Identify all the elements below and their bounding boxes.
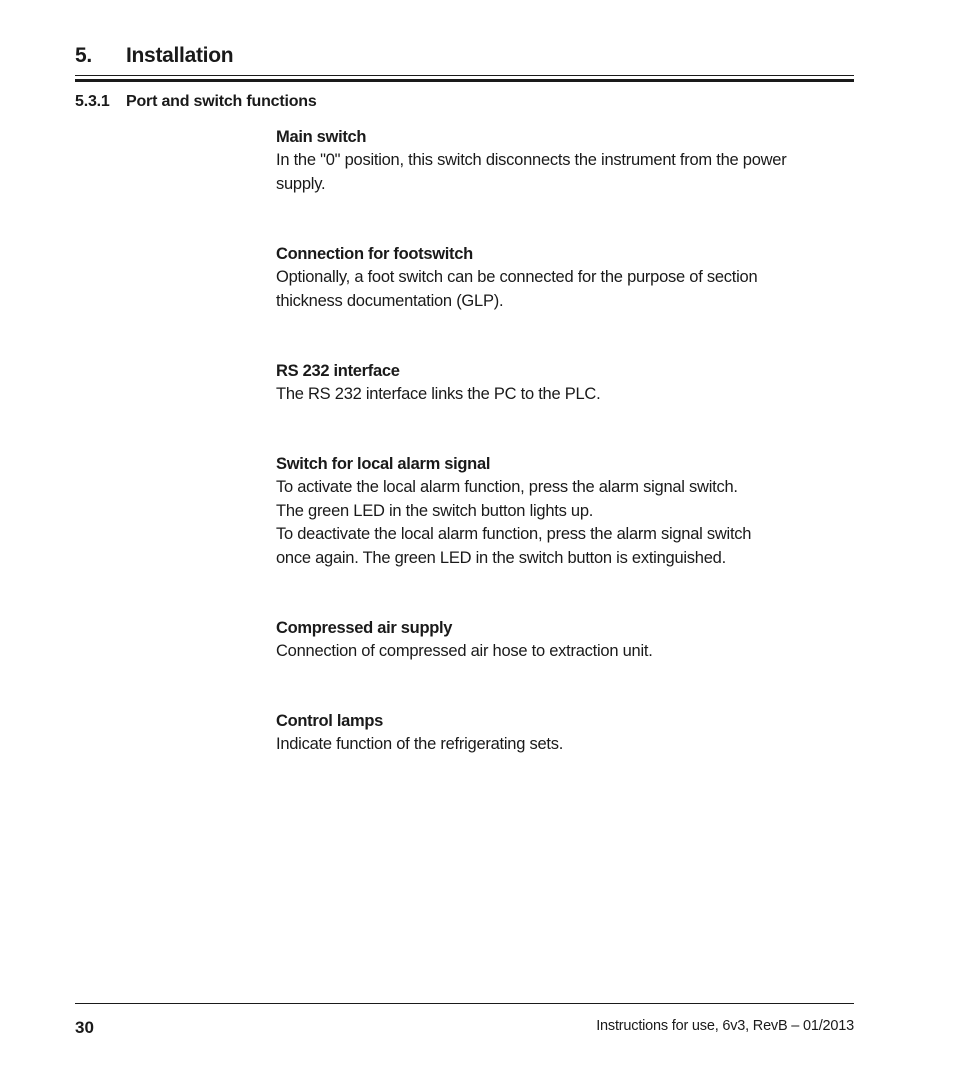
entry-text-line: Optionally, a foot switch can be connected for the purpose of section	[276, 268, 758, 286]
entry-text-line: The green LED in the switch button lights up.	[276, 501, 594, 520]
entry-footswitch	[276, 243, 856, 313]
footer-document-info: Instructions for use, 6v3, RevB – 01/2013	[596, 1018, 854, 1034]
footer-rule	[75, 1003, 854, 1004]
entry-control-lamps	[276, 710, 856, 757]
entry-compressed-air	[276, 617, 856, 664]
entry-heading: Main switch	[276, 128, 367, 146]
header-rule-thin	[75, 75, 854, 76]
entry-heading: Switch for local alarm signal	[276, 455, 491, 473]
entry-heading: Connection for footswitch	[276, 245, 473, 263]
entry-heading: RS 232 interface	[276, 362, 400, 380]
entry-text-line: In the "0" position, this switch disconnects the instrument from the power	[276, 151, 787, 169]
entry-text-line: The RS 232 interface links the PC to the PLC.	[276, 385, 601, 403]
entry-text-line: once again. The green LED in the switch button is extinguished.	[276, 548, 726, 567]
entry-rs232	[276, 360, 856, 407]
entry-main-switch	[276, 126, 856, 196]
entry-heading: Control lamps	[276, 712, 384, 730]
chapter-number: 5.	[75, 44, 92, 67]
chapter-title	[75, 44, 233, 68]
entry-text-line: Connection of compressed air hose to extraction unit.	[276, 642, 653, 660]
entry-text-line: supply.	[276, 174, 326, 193]
entry-text-line: Indicate function of the refrigerating sets.	[276, 735, 564, 753]
section-number: 5.3.1	[75, 93, 110, 110]
entry-text-line: thickness documentation (GLP).	[276, 291, 504, 310]
entry-text-line: To activate the local alarm function, press the alarm signal switch.	[276, 478, 738, 496]
entry-alarm-switch	[276, 453, 856, 570]
chapter-title-text: Installation	[126, 44, 234, 67]
section-title	[75, 93, 317, 111]
page-number: 30	[75, 1018, 94, 1037]
header-rule-thick	[75, 79, 854, 82]
entry-heading: Compressed air supply	[276, 619, 453, 637]
entry-text-line: To deactivate the local alarm function, press the alarm signal switch	[276, 525, 752, 543]
section-title-text: Port and switch functions	[126, 93, 317, 110]
